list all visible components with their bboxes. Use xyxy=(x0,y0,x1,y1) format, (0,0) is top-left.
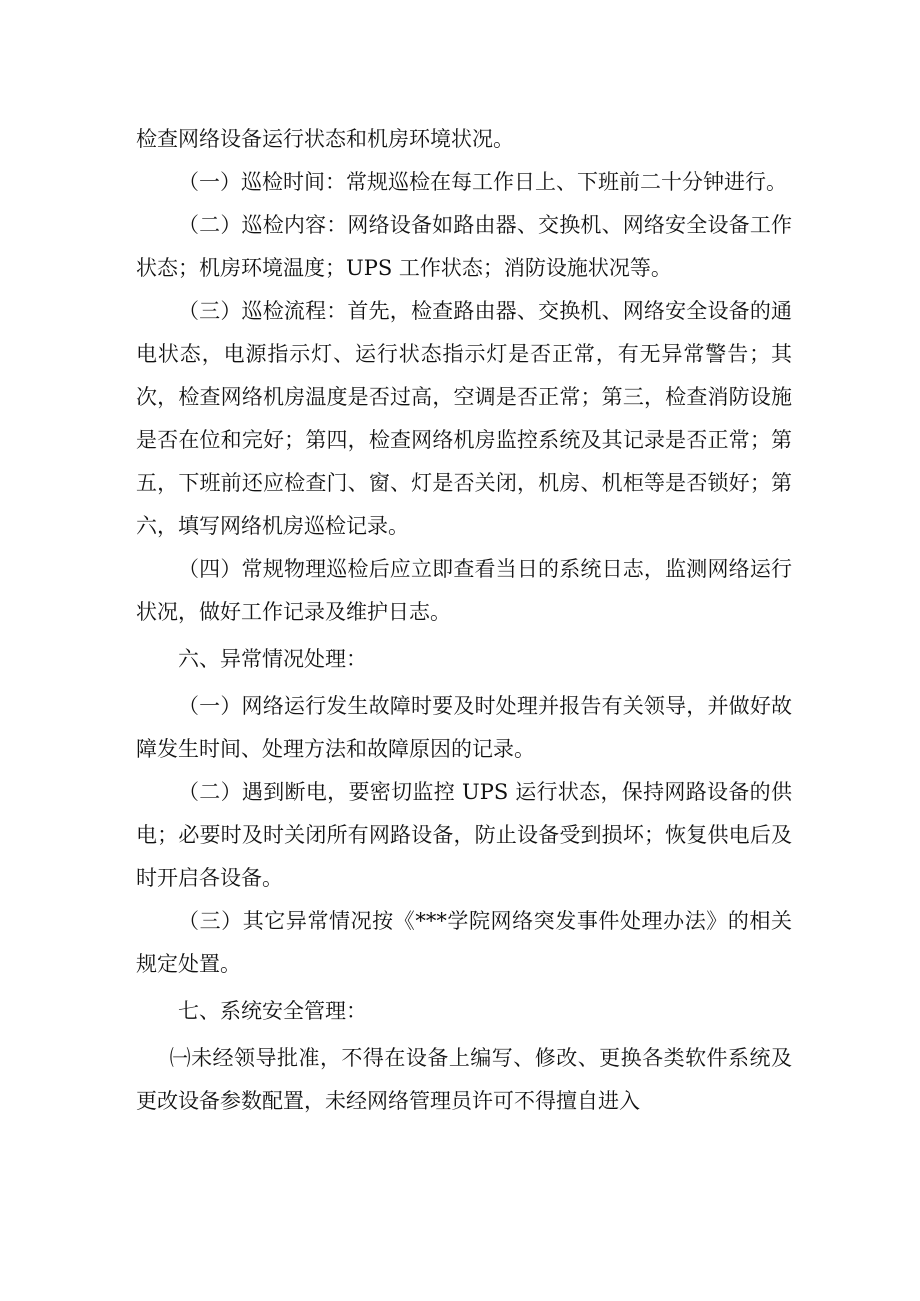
paragraph-inspection-content: （二）巡检内容：网络设备如路由器、交换机、网络安全设备工作状态；机房环境温度；UPS 工作状态；消防设施状况等。 xyxy=(136,213,792,280)
paragraph-unauthorized-changes: ㈠未经领导批准，不得在设备上编写、修改、更换各类软件系统及更改设备参数配置，未经网络管理员许可不得擅自进入 xyxy=(136,1046,792,1113)
paragraph-power-outage: （二）遇到断电，要密切监控 UPS 运行状态，保持网路设备的供电；必要时及时关闭所有网路设备，防止设备受到损坏；恢复供电后及时开启各设备。 xyxy=(136,780,792,890)
paragraph-fault-handling: （一）网络运行发生故障时要及时处理并报告有关领导，并做好故障发生时间、处理方法和故障原因的记录。 xyxy=(136,694,792,761)
section-heading-system-security: 七、系统安全管理： xyxy=(178,999,367,1023)
paragraph-inspection-time: （一）巡检时间：常规巡检在每工作日上、下班前二十分钟进行。 xyxy=(178,170,787,194)
document-body xyxy=(136,118,792,1123)
paragraph-system-log-check: （四）常规物理巡检后应立即查看当日的系统日志，监测网络运行状况，做好工作记录及维护日志。 xyxy=(136,557,792,624)
paragraph-inspection-process: （三）巡检流程：首先，检查路由器、交换机、网络安全设备的通电状态，电源指示灯、运行状态指示灯是否正常，有无异常警告；其次，检查网络机房温度是否过高，空调是否正常；第三，检查消防设施是否在位和完好；第四，检查网络机房监控系统及其记录是否正常；第五，下班前还应检查门、窗、灯是否关闭，机房、机柜等是否锁好；第六，填写网络机房巡检记录。 xyxy=(136,299,792,538)
section-heading-exception-handling: 六、异常情况处理： xyxy=(178,647,367,671)
paragraph-other-exceptions: （三）其它异常情况按《***学院网络突发事件处理办法》的相关规定处置。 xyxy=(136,909,792,976)
paragraph-intro-continuation: 检查网络设备运行状态和机房环境状况。 xyxy=(136,127,514,151)
